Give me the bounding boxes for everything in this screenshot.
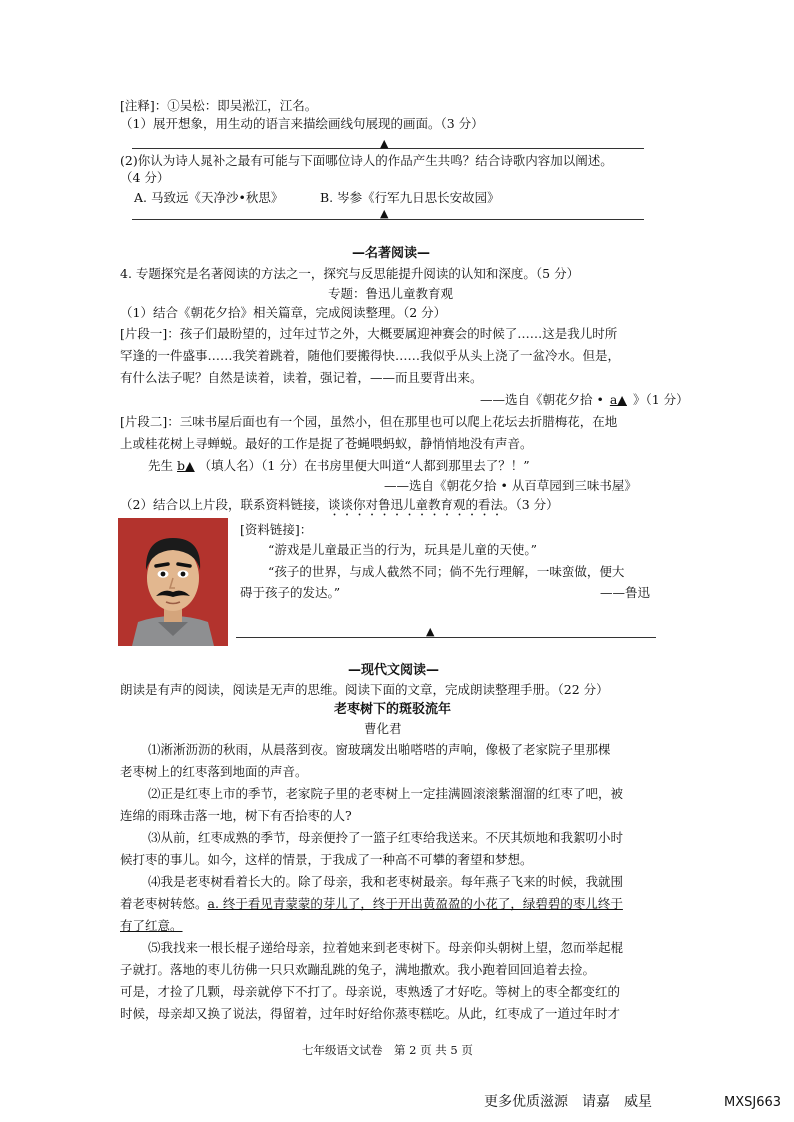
paragraph-4-line2 <box>120 896 623 912</box>
fragment-2-line2: 上或桂花树上寻蝉蜕。最好的工作是捉了苍蝇喂蚂蚁，静悄悄地没有声音。 <box>120 436 533 451</box>
answer-line <box>236 637 656 638</box>
article-title: 老枣树下的斑驳流年 <box>334 702 452 717</box>
article-author: 曹化君 <box>364 721 402 736</box>
sub-question-1: （1）结合《朝花夕拾》相关篇章，完成阅读整理。（2 分） <box>120 305 447 320</box>
question-2-line1: (2)你认为诗人晁补之最有可能与下面哪位诗人的作品产生共鸣？结合诗歌内容加以阐述。 <box>120 153 613 168</box>
sub2-suffix: 。（3 分） <box>502 497 559 512</box>
paragraph-1-line1: ⑴淅淅沥沥的秋雨，从晨落到夜。窗玻璃发出啪嗒嗒的声响，像极了老家院子里那棵 <box>148 742 611 757</box>
blank-a: a▲ <box>609 392 627 407</box>
section-title: —名著阅读— <box>352 246 431 261</box>
p4-plain: 着老枣树转悠。 <box>120 896 208 911</box>
blank-b: b▲ <box>177 458 195 473</box>
answer-triangle-icon: ▲ <box>426 625 435 638</box>
fragment-2-source: ——选自《朝花夕拾 • 从百草园到三味书屋》 <box>384 478 637 493</box>
sub2-prefix: （2）结合以上片段，联系资料链接， <box>120 497 328 512</box>
sub2-emphasis: 谈谈你对鲁迅儿童教育观的看法 <box>327 497 503 512</box>
paragraph-2-line2: 连绵的雨珠击落一地，树下有否拾枣的人? <box>120 808 352 823</box>
page-footer: 七年级语文试卷 第 2 页 共 5 页 <box>302 1043 473 1057</box>
section-title: —现代文阅读— <box>348 663 440 678</box>
paragraph-2-line1: ⑵正是红枣上市的季节，老家院子里的老枣树上一定挂满圆滚滚紫溜溜的红枣了吧，被 <box>148 786 624 801</box>
modern-reading-intro: 朗读是有声的阅读，阅读是无声的思维。阅读下面的文章，完成朗读整理手册。（22 分） <box>120 682 609 697</box>
p4-underlined: a. 终于看见青蒙蒙的芽儿了，终于开出黄盈盈的小花了，绿碧碧的枣儿终于 <box>207 896 623 911</box>
teacher-suffix: （填人名）（1 分）在书房里便大叫道“人都到那里去了？！” <box>198 458 530 473</box>
annotation-note: [注释]：①吴松：即吴淞江，江名。 <box>120 98 318 113</box>
fragment-1-line3: 有什么法子呢？自然是读着，读着，强记着，——而且要背出来。 <box>120 370 483 385</box>
paragraph-4-line1: ⑷我是老枣树看着长大的。除了母亲，我和老枣树最亲。每年燕子飞来的时候，我就围 <box>148 874 624 889</box>
option-a: A. 马致远《天净沙•秋思》 <box>134 190 284 205</box>
paragraph-5-line2: 子就打。落地的枣儿彷佛一只只欢蹦乱跳的兔子，满地撒欢。我小跑着回回追着去捡。 <box>120 962 596 977</box>
paragraph-4-line3: 有了红意。 <box>120 918 183 933</box>
paragraph-5-line1: ⑸我找来一根长棍子递给母亲，拉着她来到老枣树下。母亲仰头朝树上望，忽而举起棍 <box>148 940 624 955</box>
question-1: （1）展开想象，用生动的语言来描绘画线句展现的画面。（3 分） <box>120 116 484 131</box>
lu-xun-quote-2-line1: “孩子的世界，与成人截然不同；倘不先行理解，一味蛮做，便大 <box>268 564 625 579</box>
fragment-2-line1: [片段二]：三味书屋后面也有一个园，虽然小，但在那里也可以爬上花坛去折腊梅花，在地 <box>120 414 618 429</box>
fragment-2-line3 <box>148 458 530 474</box>
fragment-1-line1: [片段一]：孩子们最盼望的，过年过节之外，大概要属迎神赛会的时候了……这是我儿时所 <box>120 326 618 341</box>
question-2-line2: （4 分） <box>120 170 170 185</box>
teacher-prefix: 先生 <box>148 458 174 473</box>
material-link-label: [资料链接]： <box>240 522 313 537</box>
lu-xun-quote-2-line2: 碍于孩子的发达。” <box>240 585 341 600</box>
topic-line: 专题：鲁迅儿童教育观 <box>328 286 454 301</box>
paragraph-3-line1: ⑶从前，红枣成熟的季节，母亲便拎了一篮子红枣给我送来。不厌其烦地和我絮叨小时 <box>148 830 624 845</box>
watermark-code: MXSJ663 <box>724 1095 782 1110</box>
answer-triangle-icon: ▲ <box>380 137 389 150</box>
option-b: B. 岑参《行军九日思长安故园》 <box>320 190 500 205</box>
answer-line <box>132 219 644 220</box>
fragment-1-line2: 罕逢的一件盛事……我笑着跳着，随他们要搬得快……我似乎从头上浇了一盆冷水。但是， <box>120 348 621 363</box>
paragraph-5-line3: 可是，才捡了几颗，母亲就停下不打了。母亲说，枣熟透了才好吃。等树上的枣全都变红的 <box>120 984 621 999</box>
paragraph-5-line4: 时候，母亲却又换了说法，得留着，过年时好给你蒸枣糕吃。从此，红枣成了一道过年时才 <box>120 1006 621 1021</box>
lu-xun-quote-1: “游戏是儿童最正当的行为，玩具是儿童的天使。” <box>268 542 538 557</box>
sub-question-2 <box>120 497 559 519</box>
answer-triangle-icon: ▲ <box>380 207 389 220</box>
fragment-1-source <box>480 392 689 408</box>
quote-author: ——鲁迅 <box>600 585 651 600</box>
paragraph-3-line2: 候打枣的事儿。如今，这样的情景，于我成了一种高不可攀的奢望和梦想。 <box>120 852 533 867</box>
paragraph-1-line2: 老枣树上的红枣落到地面的声音。 <box>120 764 308 779</box>
source-suffix: 》（1 分） <box>632 392 689 407</box>
watermark-text: 更多优质滋源 请嘉 威星 <box>484 1094 652 1110</box>
lu-xun-portrait <box>118 518 228 646</box>
question-4: 4. 专题探究是名著阅读的方法之一，探究与反思能提升阅读的认知和深度。（5 分） <box>120 266 580 281</box>
source-prefix: ——选自《朝花夕拾 • <box>480 392 604 407</box>
